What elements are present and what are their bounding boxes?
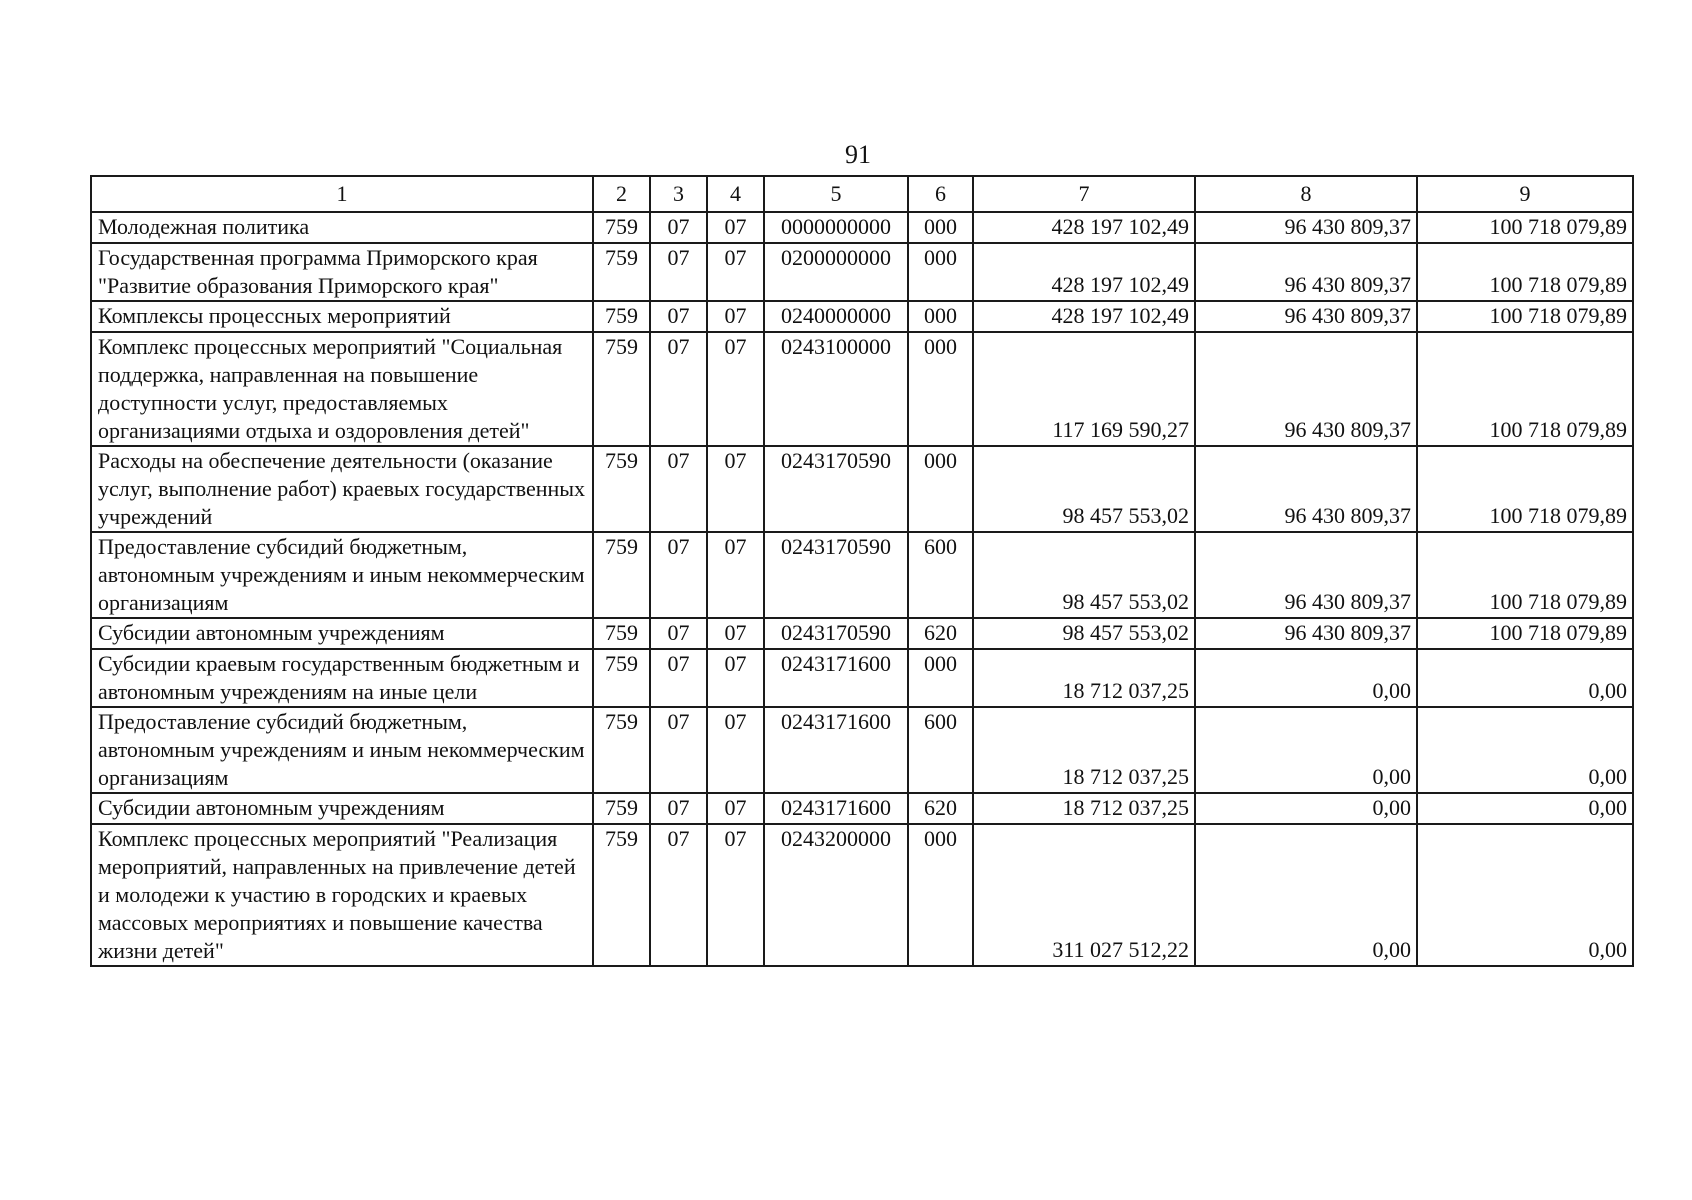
expense-type-code-cell: 000 — [908, 446, 973, 532]
target-article-code-cell: 0243171600 — [764, 707, 908, 793]
table-row — [91, 532, 1633, 618]
expense-name-cell: Комплекс процессных мероприятий "Социальная поддержка, направленная на повышение доступности услуг, предоставляемых организациями отдыха и оздоровления детей" — [91, 332, 593, 446]
amount-col-8-cell: 96 430 809,37 — [1195, 446, 1417, 532]
amount-col-7-cell: 18 712 037,25 — [973, 793, 1195, 824]
amount-col-8-cell: 96 430 809,37 — [1195, 618, 1417, 649]
amount-col-8-cell: 0,00 — [1195, 707, 1417, 793]
expense-name-cell: Предоставление субсидий бюджетным, автономным учреждениям и иным некоммерческим организациям — [91, 532, 593, 618]
subsection-code-cell: 07 — [707, 532, 764, 618]
table-row — [91, 301, 1633, 332]
section-code-cell: 07 — [650, 824, 707, 966]
table-row — [91, 243, 1633, 301]
expense-name-cell: Расходы на обеспечение деятельности (оказание услуг, выполнение работ) краевых государственных учреждений — [91, 446, 593, 532]
column-header: 4 — [707, 176, 764, 212]
amount-col-7-cell: 428 197 102,49 — [973, 301, 1195, 332]
table-body — [91, 176, 1633, 966]
column-header: 2 — [593, 176, 650, 212]
expense-type-code-cell: 000 — [908, 332, 973, 446]
expense-name-cell: Комплексы процессных мероприятий — [91, 301, 593, 332]
expense-type-code-cell: 000 — [908, 212, 973, 243]
target-article-code-cell: 0243100000 — [764, 332, 908, 446]
expense-name-cell: Предоставление субсидий бюджетным, автономным учреждениям и иным некоммерческим организациям — [91, 707, 593, 793]
ministry-code-cell: 759 — [593, 532, 650, 618]
column-header: 5 — [764, 176, 908, 212]
table-row — [91, 707, 1633, 793]
target-article-code-cell: 0243170590 — [764, 618, 908, 649]
expense-type-code-cell: 000 — [908, 301, 973, 332]
section-code-cell: 07 — [650, 212, 707, 243]
section-code-cell: 07 — [650, 793, 707, 824]
column-header: 9 — [1417, 176, 1633, 212]
amount-col-8-cell: 96 430 809,37 — [1195, 212, 1417, 243]
amount-col-9-cell: 0,00 — [1417, 707, 1633, 793]
amount-col-9-cell: 100 718 079,89 — [1417, 618, 1633, 649]
section-code-cell: 07 — [650, 332, 707, 446]
subsection-code-cell: 07 — [707, 618, 764, 649]
expense-name-cell: Субсидии автономным учреждениям — [91, 793, 593, 824]
section-code-cell: 07 — [650, 532, 707, 618]
amount-col-9-cell: 100 718 079,89 — [1417, 332, 1633, 446]
table-row — [91, 824, 1633, 966]
section-code-cell: 07 — [650, 618, 707, 649]
expense-type-code-cell: 600 — [908, 707, 973, 793]
subsection-code-cell: 07 — [707, 212, 764, 243]
amount-col-9-cell: 0,00 — [1417, 649, 1633, 707]
amount-col-7-cell: 98 457 553,02 — [973, 446, 1195, 532]
expense-type-code-cell: 000 — [908, 824, 973, 966]
amount-col-8-cell: 96 430 809,37 — [1195, 301, 1417, 332]
table-row — [91, 793, 1633, 824]
amount-col-9-cell: 0,00 — [1417, 793, 1633, 824]
target-article-code-cell: 0243170590 — [764, 532, 908, 618]
amount-col-8-cell: 96 430 809,37 — [1195, 243, 1417, 301]
expense-name-cell: Субсидии краевым государственным бюджетным и автономным учреждениям на иные цели — [91, 649, 593, 707]
amount-col-9-cell: 0,00 — [1417, 824, 1633, 966]
table-row — [91, 649, 1633, 707]
amount-col-9-cell: 100 718 079,89 — [1417, 532, 1633, 618]
section-code-cell: 07 — [650, 649, 707, 707]
section-code-cell: 07 — [650, 446, 707, 532]
column-header: 8 — [1195, 176, 1417, 212]
subsection-code-cell: 07 — [707, 707, 764, 793]
section-code-cell: 07 — [650, 243, 707, 301]
amount-col-9-cell: 100 718 079,89 — [1417, 301, 1633, 332]
amount-col-8-cell: 96 430 809,37 — [1195, 332, 1417, 446]
ministry-code-cell: 759 — [593, 243, 650, 301]
ministry-code-cell: 759 — [593, 649, 650, 707]
ministry-code-cell: 759 — [593, 793, 650, 824]
amount-col-7-cell: 428 197 102,49 — [973, 212, 1195, 243]
amount-col-7-cell: 98 457 553,02 — [973, 532, 1195, 618]
section-code-cell: 07 — [650, 707, 707, 793]
amount-col-7-cell: 117 169 590,27 — [973, 332, 1195, 446]
amount-col-8-cell: 0,00 — [1195, 649, 1417, 707]
amount-col-9-cell: 100 718 079,89 — [1417, 446, 1633, 532]
header-row — [91, 176, 1633, 212]
ministry-code-cell: 759 — [593, 824, 650, 966]
ministry-code-cell: 759 — [593, 301, 650, 332]
expense-name-cell: Субсидии автономным учреждениям — [91, 618, 593, 649]
target-article-code-cell: 0000000000 — [764, 212, 908, 243]
budget-table — [90, 175, 1634, 967]
target-article-code-cell: 0200000000 — [764, 243, 908, 301]
page-number: 91 — [845, 140, 871, 169]
table-row — [91, 212, 1633, 243]
amount-col-8-cell: 0,00 — [1195, 793, 1417, 824]
ministry-code-cell: 759 — [593, 332, 650, 446]
expense-name-cell: Комплекс процессных мероприятий "Реализация мероприятий, направленных на привлечение детей и молодежи к участию в городских и краевых массовых мероприятиях и повышение качества жизни детей" — [91, 824, 593, 966]
subsection-code-cell: 07 — [707, 649, 764, 707]
column-header: 1 — [91, 176, 593, 212]
target-article-code-cell: 0243200000 — [764, 824, 908, 966]
expense-type-code-cell: 600 — [908, 532, 973, 618]
amount-col-7-cell: 311 027 512,22 — [973, 824, 1195, 966]
target-article-code-cell: 0243170590 — [764, 446, 908, 532]
expense-type-code-cell: 000 — [908, 649, 973, 707]
table-row — [91, 618, 1633, 649]
ministry-code-cell: 759 — [593, 212, 650, 243]
target-article-code-cell: 0243171600 — [764, 649, 908, 707]
subsection-code-cell: 07 — [707, 824, 764, 966]
column-header: 6 — [908, 176, 973, 212]
ministry-code-cell: 759 — [593, 707, 650, 793]
amount-col-8-cell: 0,00 — [1195, 824, 1417, 966]
amount-col-8-cell: 96 430 809,37 — [1195, 532, 1417, 618]
amount-col-7-cell: 98 457 553,02 — [973, 618, 1195, 649]
amount-col-7-cell: 18 712 037,25 — [973, 649, 1195, 707]
expense-name-cell: Молодежная политика — [91, 212, 593, 243]
expense-type-code-cell: 620 — [908, 618, 973, 649]
subsection-code-cell: 07 — [707, 301, 764, 332]
ministry-code-cell: 759 — [593, 446, 650, 532]
subsection-code-cell: 07 — [707, 332, 764, 446]
section-code-cell: 07 — [650, 301, 707, 332]
target-article-code-cell: 0243171600 — [764, 793, 908, 824]
expense-type-code-cell: 000 — [908, 243, 973, 301]
amount-col-9-cell: 100 718 079,89 — [1417, 243, 1633, 301]
amount-col-7-cell: 428 197 102,49 — [973, 243, 1195, 301]
subsection-code-cell: 07 — [707, 446, 764, 532]
amount-col-9-cell: 100 718 079,89 — [1417, 212, 1633, 243]
table-row — [91, 446, 1633, 532]
subsection-code-cell: 07 — [707, 243, 764, 301]
ministry-code-cell: 759 — [593, 618, 650, 649]
table-row — [91, 332, 1633, 446]
target-article-code-cell: 0240000000 — [764, 301, 908, 332]
column-header: 7 — [973, 176, 1195, 212]
expense-name-cell: Государственная программа Приморского края "Развитие образования Приморского края" — [91, 243, 593, 301]
expense-type-code-cell: 620 — [908, 793, 973, 824]
column-header: 3 — [650, 176, 707, 212]
subsection-code-cell: 07 — [707, 793, 764, 824]
amount-col-7-cell: 18 712 037,25 — [973, 707, 1195, 793]
